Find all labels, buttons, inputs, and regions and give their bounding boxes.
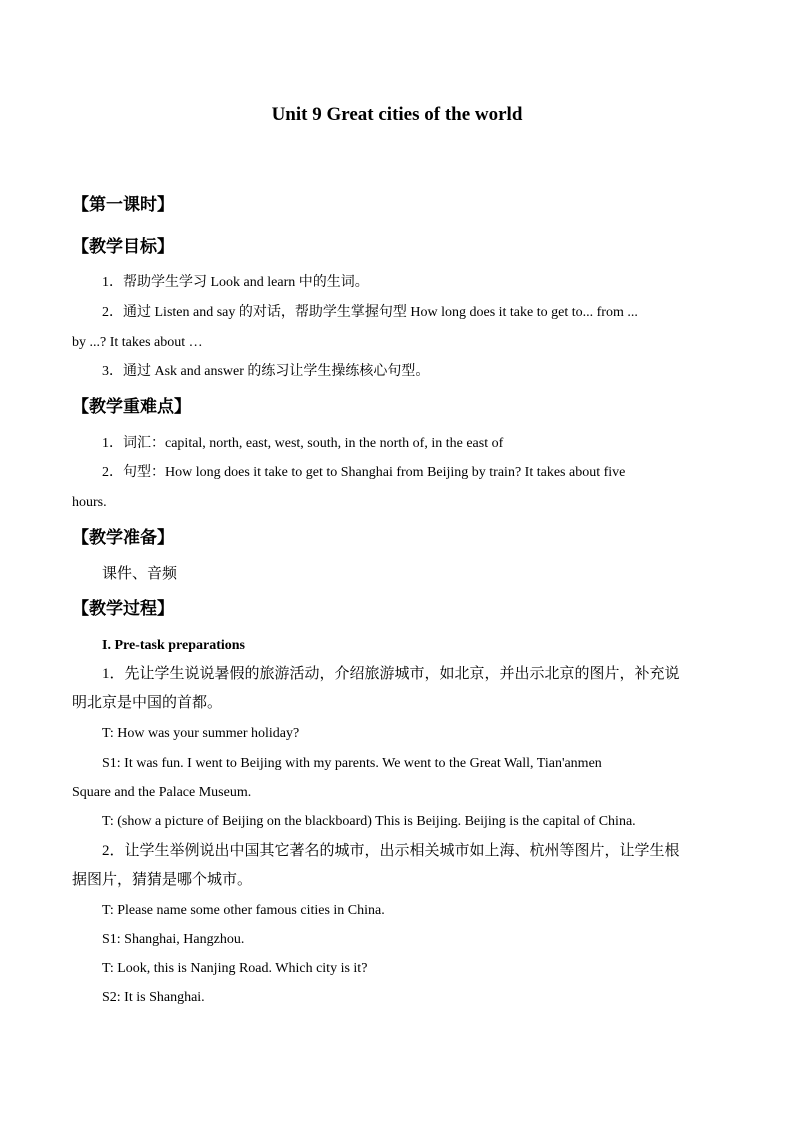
step-2-continued: 据图片，猜猜是哪个城市。 [72,872,253,888]
dialogue-line: T: Look, this is Nanjing Road. Which city is it? [102,961,368,976]
dialogue-line: T: Please name some other famous cities in China. [102,903,385,918]
process-heading: 【教学过程】 [72,599,174,619]
dialogue-line-continued: Square and the Palace Museum. [72,785,252,800]
preparation-heading: 【教学准备】 [72,528,174,548]
dialogue-line: T: (show a picture of Beijing on the blackboard) This is Beijing. Beijing is the capital of China. [102,814,636,829]
objective-3: 3．通过 Ask and answer 的练习让学生操练核心句型。 [102,364,430,379]
dialogue-line: S1: Shanghai, Hangzhou. [102,932,245,947]
key-point-2: 2．句型：How long does it take to get to Shanghai from Beijing by train? It takes about five [102,465,626,480]
step-1-continued: 明北京是中国的首都。 [72,695,223,711]
objectives-heading: 【教学目标】 [72,237,174,257]
step-2: 2．让学生举例说出中国其它著名的城市，出示相关城市如上海、杭州等图片，让学生根 [102,843,680,859]
key-point-2-continued: hours. [72,495,107,510]
dialogue-line: T: How was your summer holiday? [102,726,300,741]
dialogue-line: S2: It is Shanghai. [102,990,205,1005]
dialogue-line: S1: It was fun. I went to Beijing with my parents. We went to the Great Wall, Tian'anmen [102,756,602,771]
process-subheading: I. Pre-task preparations [102,638,245,653]
objective-1: 1．帮助学生学习 Look and learn 中的生词。 [102,275,369,290]
objective-2: 2．通过 Listen and say 的对话，帮助学生掌握句型 How long does it take to get to... from ... [102,305,638,320]
document-title: Unit 9 Great cities of the world [271,104,523,125]
objective-2-continued: by ...? It takes about … [72,335,203,350]
key-points-heading: 【教学重难点】 [72,397,191,417]
preparation-text: 课件、音频 [102,566,178,582]
step-1: 1．先让学生说说暑假的旅游活动，介绍旅游城市，如北京，并出示北京的图片，补充说 [102,666,680,682]
lesson-heading: 【第一课时】 [72,195,174,215]
key-point-1: 1．词汇：capital, north, east, west, south, in the north of, in the east of [102,436,504,451]
